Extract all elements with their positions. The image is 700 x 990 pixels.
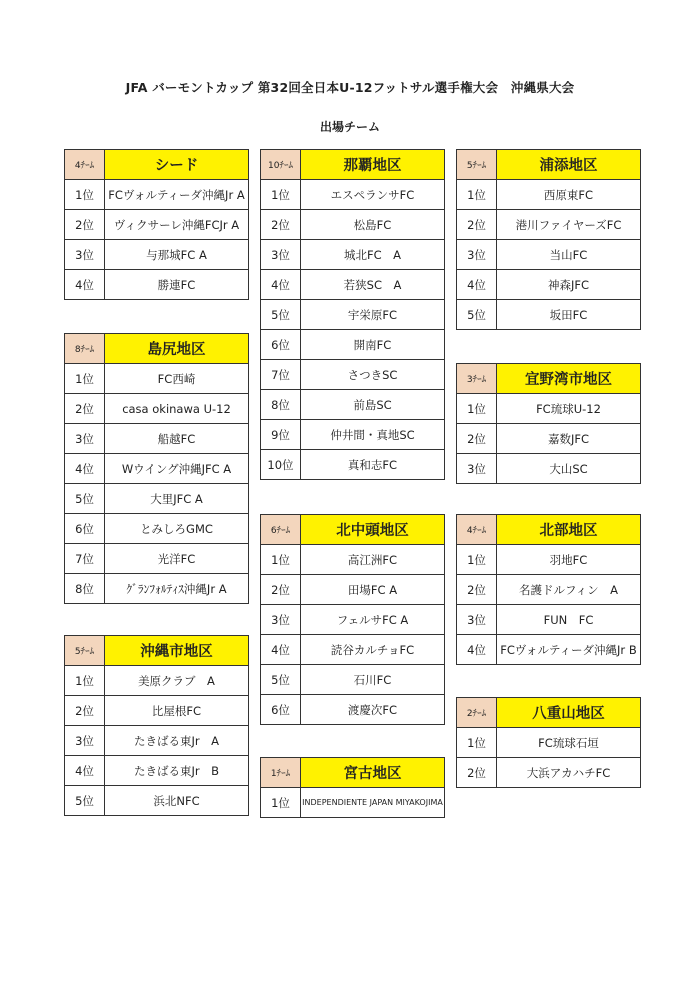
rank-cell: 1位 — [65, 666, 105, 696]
group-table-hokubu — [456, 514, 641, 665]
group-header-row — [261, 758, 445, 788]
rank-cell: 5位 — [457, 300, 497, 330]
team-name-cell: 大里JFC A — [105, 484, 249, 514]
group-header-row — [261, 515, 445, 545]
team-row — [457, 728, 641, 758]
rank-cell: 3位 — [457, 454, 497, 484]
team-row — [65, 696, 249, 726]
team-name-cell: 浜北NFC — [105, 786, 249, 816]
team-name-cell: casa okinawa U-12 — [105, 394, 249, 424]
team-name-cell: 船越FC — [105, 424, 249, 454]
team-row — [65, 210, 249, 240]
group-header-row — [65, 334, 249, 364]
team-count-badge: 6ﾁｰﾑ — [261, 515, 301, 545]
team-name-cell: 松島FC — [301, 210, 445, 240]
rank-cell: 1位 — [457, 180, 497, 210]
team-row — [261, 545, 445, 575]
team-name-cell: ヴィクサーレ沖縄FCJr A — [105, 210, 249, 240]
rank-cell: 3位 — [457, 605, 497, 635]
team-name-cell: FCヴォルティーダ沖縄Jr B — [497, 635, 641, 665]
group-table-urasoe — [456, 149, 641, 330]
rank-cell: 2位 — [457, 575, 497, 605]
rank-cell: 3位 — [65, 726, 105, 756]
team-row — [457, 424, 641, 454]
group-header-row — [457, 364, 641, 394]
team-row — [457, 635, 641, 665]
team-row — [65, 786, 249, 816]
group-table-seed — [64, 149, 249, 300]
team-row — [65, 394, 249, 424]
team-row — [457, 545, 641, 575]
rank-cell: 4位 — [65, 454, 105, 484]
group-name: 北中頭地区 — [301, 515, 445, 545]
rank-cell: 4位 — [457, 635, 497, 665]
team-name-cell: フェルサFC A — [301, 605, 445, 635]
team-name-cell: 美原クラブ A — [105, 666, 249, 696]
group-name: 北部地区 — [497, 515, 641, 545]
group-header-row — [261, 150, 445, 180]
team-row — [261, 390, 445, 420]
rank-cell: 7位 — [65, 544, 105, 574]
rank-cell: 4位 — [261, 635, 301, 665]
document-subtitle: 出場チーム — [319, 120, 380, 134]
team-name-cell: ｸﾞﾗﾝﾌｫﾙﾃｨｽ沖縄Jr A — [105, 574, 249, 604]
rank-cell: 1位 — [65, 364, 105, 394]
team-row — [261, 635, 445, 665]
rank-cell: 2位 — [457, 424, 497, 454]
team-row — [261, 360, 445, 390]
team-name-cell: 比屋根FC — [105, 696, 249, 726]
team-name-cell: 大浜アカハチFC — [497, 758, 641, 788]
team-name-cell: エスペランサFC — [301, 180, 445, 210]
rank-cell: 8位 — [65, 574, 105, 604]
rank-cell: 1位 — [261, 180, 301, 210]
rank-cell: 1位 — [261, 545, 301, 575]
team-row — [65, 454, 249, 484]
team-name-cell: たきばる東Jr A — [105, 726, 249, 756]
group-name: 浦添地区 — [497, 150, 641, 180]
team-row — [261, 420, 445, 450]
team-count-badge: 2ﾁｰﾑ — [457, 698, 497, 728]
rank-cell: 3位 — [457, 240, 497, 270]
group-table-miyako — [260, 757, 445, 818]
team-count-badge: 3ﾁｰﾑ — [457, 364, 497, 394]
rank-cell: 5位 — [261, 665, 301, 695]
team-row — [65, 726, 249, 756]
team-name-cell: 読谷カルチョFC — [301, 635, 445, 665]
rank-cell: 3位 — [261, 240, 301, 270]
team-count-badge: 1ﾁｰﾑ — [261, 758, 301, 788]
rank-cell: 4位 — [261, 270, 301, 300]
team-row — [457, 605, 641, 635]
team-name-cell: 田場FC A — [301, 575, 445, 605]
team-name-cell: FC西崎 — [105, 364, 249, 394]
team-name-cell: 高江洲FC — [301, 545, 445, 575]
team-row — [65, 756, 249, 786]
team-row — [261, 300, 445, 330]
team-row — [261, 330, 445, 360]
team-name-cell: 前島SC — [301, 390, 445, 420]
team-row — [65, 514, 249, 544]
group-table-shimajiri — [64, 333, 249, 604]
team-name-cell: 与那城FC A — [105, 240, 249, 270]
rank-cell: 1位 — [457, 545, 497, 575]
group-header-row — [65, 150, 249, 180]
rank-cell: 2位 — [261, 575, 301, 605]
rank-cell: 5位 — [261, 300, 301, 330]
team-count-badge: 4ﾁｰﾑ — [65, 150, 105, 180]
group-table-ginowan — [456, 363, 641, 484]
group-header-row — [457, 150, 641, 180]
rank-cell: 2位 — [261, 210, 301, 240]
team-name-cell: たきばる東Jr B — [105, 756, 249, 786]
rank-cell: 9位 — [261, 420, 301, 450]
team-name-cell: 大山SC — [497, 454, 641, 484]
team-row — [65, 424, 249, 454]
team-name-cell: さつきSC — [301, 360, 445, 390]
team-row — [65, 240, 249, 270]
team-name-cell: 神森JFC — [497, 270, 641, 300]
team-row — [65, 364, 249, 394]
team-row — [65, 666, 249, 696]
rank-cell: 3位 — [261, 605, 301, 635]
team-name-cell: FCヴォルティーダ沖縄Jr A — [105, 180, 249, 210]
group-name: シード — [105, 150, 249, 180]
team-count-badge: 10ﾁｰﾑ — [261, 150, 301, 180]
team-row — [457, 758, 641, 788]
team-row — [261, 788, 445, 818]
team-row — [457, 300, 641, 330]
rank-cell: 4位 — [457, 270, 497, 300]
team-row — [261, 240, 445, 270]
team-name-cell: 羽地FC — [497, 545, 641, 575]
rank-cell: 5位 — [65, 484, 105, 514]
team-name-cell: FC琉球石垣 — [497, 728, 641, 758]
rank-cell: 8位 — [261, 390, 301, 420]
team-name-cell: 開南FC — [301, 330, 445, 360]
team-name-cell: 仲井間・真地SC — [301, 420, 445, 450]
rank-cell: 4位 — [65, 270, 105, 300]
group-table-yaeyama — [456, 697, 641, 788]
team-count-badge: 8ﾁｰﾑ — [65, 334, 105, 364]
team-count-badge: 5ﾁｰﾑ — [65, 636, 105, 666]
rank-cell: 2位 — [65, 210, 105, 240]
team-name-cell: とみしろGMC — [105, 514, 249, 544]
group-name: 宜野湾市地区 — [497, 364, 641, 394]
group-table-okinawashi — [64, 635, 249, 816]
team-row — [457, 180, 641, 210]
rank-cell: 2位 — [65, 394, 105, 424]
rank-cell: 10位 — [261, 450, 301, 480]
team-name-cell: 西原東FC — [497, 180, 641, 210]
rank-cell: 6位 — [261, 330, 301, 360]
team-row — [65, 574, 249, 604]
team-name-cell: 若狭SC A — [301, 270, 445, 300]
team-row — [261, 180, 445, 210]
rank-cell: 5位 — [65, 786, 105, 816]
team-row — [65, 484, 249, 514]
rank-cell: 2位 — [457, 758, 497, 788]
team-row — [261, 605, 445, 635]
rank-cell: 1位 — [457, 728, 497, 758]
group-name: 宮古地区 — [301, 758, 445, 788]
group-name: 那覇地区 — [301, 150, 445, 180]
rank-cell: 7位 — [261, 360, 301, 390]
team-name-cell: 坂田FC — [497, 300, 641, 330]
team-row — [457, 454, 641, 484]
group-table-naha — [260, 149, 445, 480]
team-count-badge: 4ﾁｰﾑ — [457, 515, 497, 545]
team-name-cell: FUN FC — [497, 605, 641, 635]
team-row — [261, 270, 445, 300]
rank-cell: 3位 — [65, 424, 105, 454]
team-row — [457, 210, 641, 240]
team-name-cell: 宇栄原FC — [301, 300, 445, 330]
team-name-cell: 城北FC A — [301, 240, 445, 270]
team-row — [65, 544, 249, 574]
group-name: 八重山地区 — [497, 698, 641, 728]
team-row — [261, 575, 445, 605]
team-name-cell: 石川FC — [301, 665, 445, 695]
group-table-kitanakagami — [260, 514, 445, 725]
team-count-badge: 5ﾁｰﾑ — [457, 150, 497, 180]
team-name-cell: 港川ファイヤーズFC — [497, 210, 641, 240]
team-row — [65, 180, 249, 210]
rank-cell: 2位 — [65, 696, 105, 726]
rank-cell: 2位 — [457, 210, 497, 240]
team-row — [261, 665, 445, 695]
group-header-row — [65, 636, 249, 666]
group-header-row — [457, 515, 641, 545]
team-name-cell: 勝連FC — [105, 270, 249, 300]
team-row — [65, 270, 249, 300]
team-name-cell: 渡慶次FC — [301, 695, 445, 725]
group-header-row — [457, 698, 641, 728]
team-row — [457, 394, 641, 424]
team-name-cell: 光洋FC — [105, 544, 249, 574]
team-row — [457, 270, 641, 300]
team-name-cell: Wウイング沖縄JFC A — [105, 454, 249, 484]
group-name: 沖縄市地区 — [105, 636, 249, 666]
group-name: 島尻地区 — [105, 334, 249, 364]
team-row — [457, 240, 641, 270]
team-row — [261, 695, 445, 725]
team-name-cell: 真和志FC — [301, 450, 445, 480]
team-name-cell: 嘉数JFC — [497, 424, 641, 454]
rank-cell: 1位 — [457, 394, 497, 424]
team-row — [457, 575, 641, 605]
rank-cell: 1位 — [261, 788, 301, 818]
team-row — [261, 210, 445, 240]
rank-cell: 6位 — [65, 514, 105, 544]
rank-cell: 1位 — [65, 180, 105, 210]
rank-cell: 4位 — [65, 756, 105, 786]
rank-cell: 3位 — [65, 240, 105, 270]
team-name-cell: FC琉球U-12 — [497, 394, 641, 424]
team-name-cell: 名護ドルフィン A — [497, 575, 641, 605]
rank-cell: 6位 — [261, 695, 301, 725]
document-title: JFA バーモントカップ 第32回全日本U-12フットサル選手権大会 沖縄県大会 — [125, 80, 575, 95]
team-name-cell: 当山FC — [497, 240, 641, 270]
team-name-cell: INDEPENDIENTE JAPAN MIYAKOJIMA — [301, 788, 445, 818]
team-row — [261, 450, 445, 480]
